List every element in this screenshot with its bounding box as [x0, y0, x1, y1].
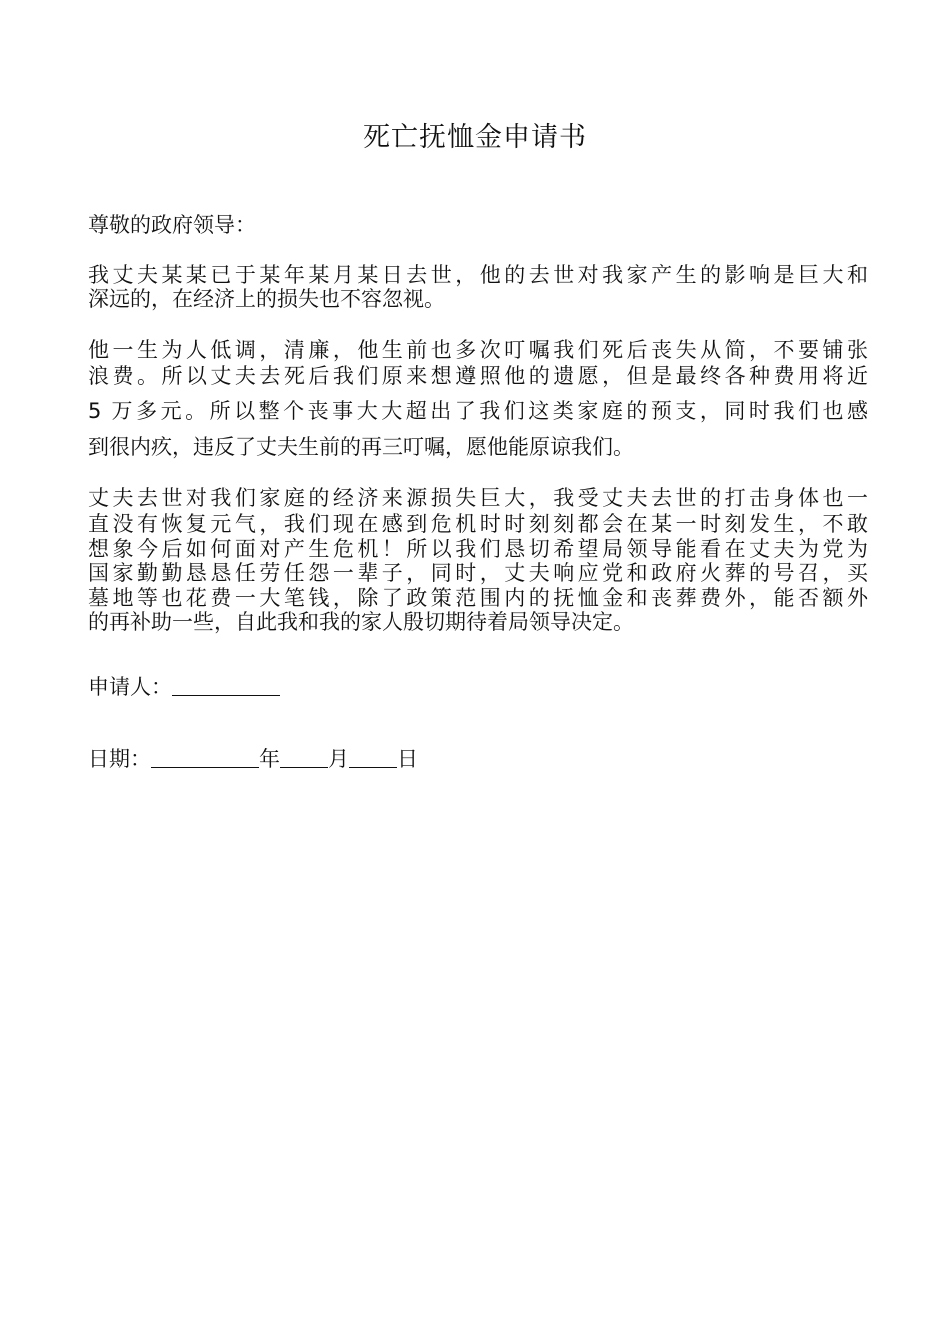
- year-label: 年: [259, 747, 280, 771]
- paragraph-1-line-2: 深远的，在经济上的损失也不容忽视。: [88, 287, 445, 311]
- paragraph-3-line-2: 直没有恢复元气，我们现在感到危机时时刻刻都会在某一时刻发生，不敢: [88, 512, 868, 536]
- date-label: 日期：: [88, 747, 151, 771]
- paragraph-3-line-5: 墓地等也花费一大笔钱，除了政策范围内的抚恤金和丧葬费外，能否额外: [88, 586, 868, 610]
- paragraph-3-line-1: 丈夫去世对我们家庭的经济来源损失巨大，我受丈夫去世的打击身体也一: [88, 486, 868, 510]
- applicant-row: [88, 673, 868, 700]
- month-blank[interactable]: [280, 747, 328, 768]
- salutation: 尊敬的政府领导：: [88, 213, 256, 237]
- paragraph-3-line-6: 的再补助一些，自此我和我的家人殷切期待着局领导决定。: [88, 610, 634, 634]
- document-title: 死亡抚恤金申请书: [363, 122, 587, 153]
- day-label: 日: [397, 747, 418, 771]
- paragraph-2-line-1: 他一生为人低调，清廉，他生前也多次叮嘱我们死后丧失从简，不要铺张: [88, 338, 868, 362]
- month-label: 月: [328, 747, 349, 771]
- applicant-label: 申请人：: [88, 675, 172, 699]
- paragraph-2-line-3: 5 万多元。所以整个丧事大大超出了我们这类家庭的预支，同时我们也感: [88, 399, 868, 423]
- date-row: [88, 745, 868, 772]
- paragraph-3-line-3: 想象今后如何面对产生危机！所以我们恳切希望局领导能看在丈夫为党为: [88, 537, 868, 561]
- year-blank[interactable]: [151, 747, 259, 768]
- paragraph-1-line-1: 我丈夫某某已于某年某月某日去世，他的去世对我家产生的影响是巨大和: [88, 263, 868, 287]
- day-blank[interactable]: [349, 747, 397, 768]
- paragraph-2-line-4: 到很内疚，违反了丈夫生前的再三叮嘱，愿他能原谅我们。: [88, 435, 634, 459]
- paragraph-3-line-4: 国家勤勤恳恳任劳任怨一辈子，同时，丈夫响应党和政府火葬的号召，买: [88, 561, 868, 585]
- applicant-blank[interactable]: [172, 675, 280, 696]
- paragraph-2-line-2: 浪费。所以丈夫去死后我们原来想遵照他的遗愿，但是最终各种费用将近: [88, 364, 868, 388]
